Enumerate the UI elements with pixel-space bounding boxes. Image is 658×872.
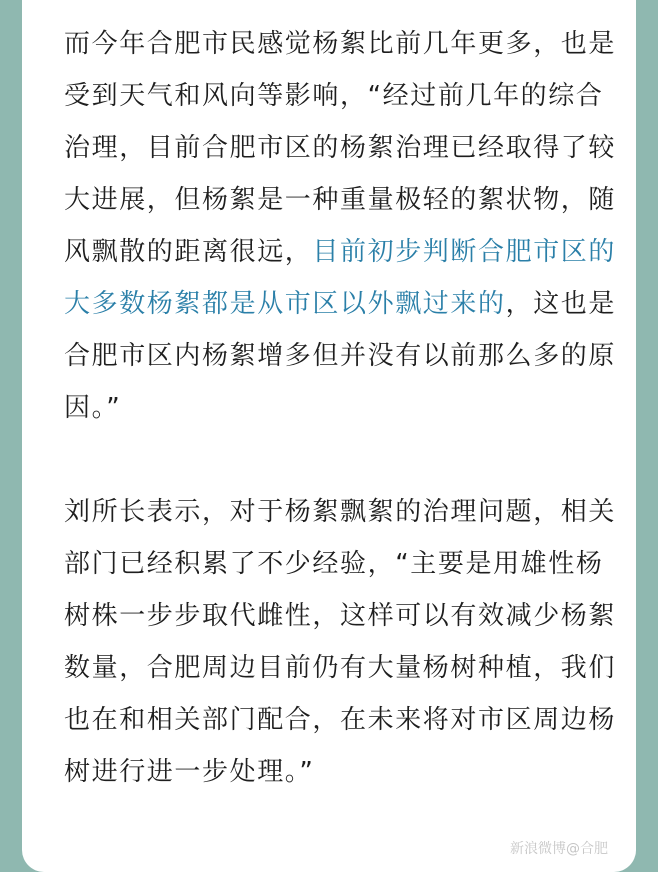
article-card <box>22 0 636 872</box>
watermark: 新浪微博@合肥 <box>510 841 608 857</box>
paragraph-spacer <box>64 434 624 486</box>
paragraph-1 <box>64 18 624 434</box>
paragraph-2: 刘所长表示，对于杨絮飘絮的治理问题，相关部门已经积累了不少经验，“主要是用雄性杨树株一步步取代雌性，这样可以有效减少杨絮数量，合肥周边目前仍有大量杨树种植，我们也在和相关部门配合，在未来将对市区周边杨树进行进一步处理。” <box>64 497 617 787</box>
paragraph-1-tail: ，这也是合肥市区内杨絮增多但并没有以前那么多的原因。” <box>64 289 617 423</box>
article-body <box>64 18 624 798</box>
paragraph-1-text: 而今年合肥市民感觉杨絮比前几年更多，也是受到天气和风向等影响，“经过前几年的综合治理，目前合肥市区的杨絮治理已经取得了较大进展，但杨絮是一种重量极轻的絮状物，随风飘散的距离很远， <box>64 29 617 267</box>
highlighted-quote: 目前初步判断合肥市区的大多数杨絮都是从市区以外飘过来的 <box>64 237 617 319</box>
